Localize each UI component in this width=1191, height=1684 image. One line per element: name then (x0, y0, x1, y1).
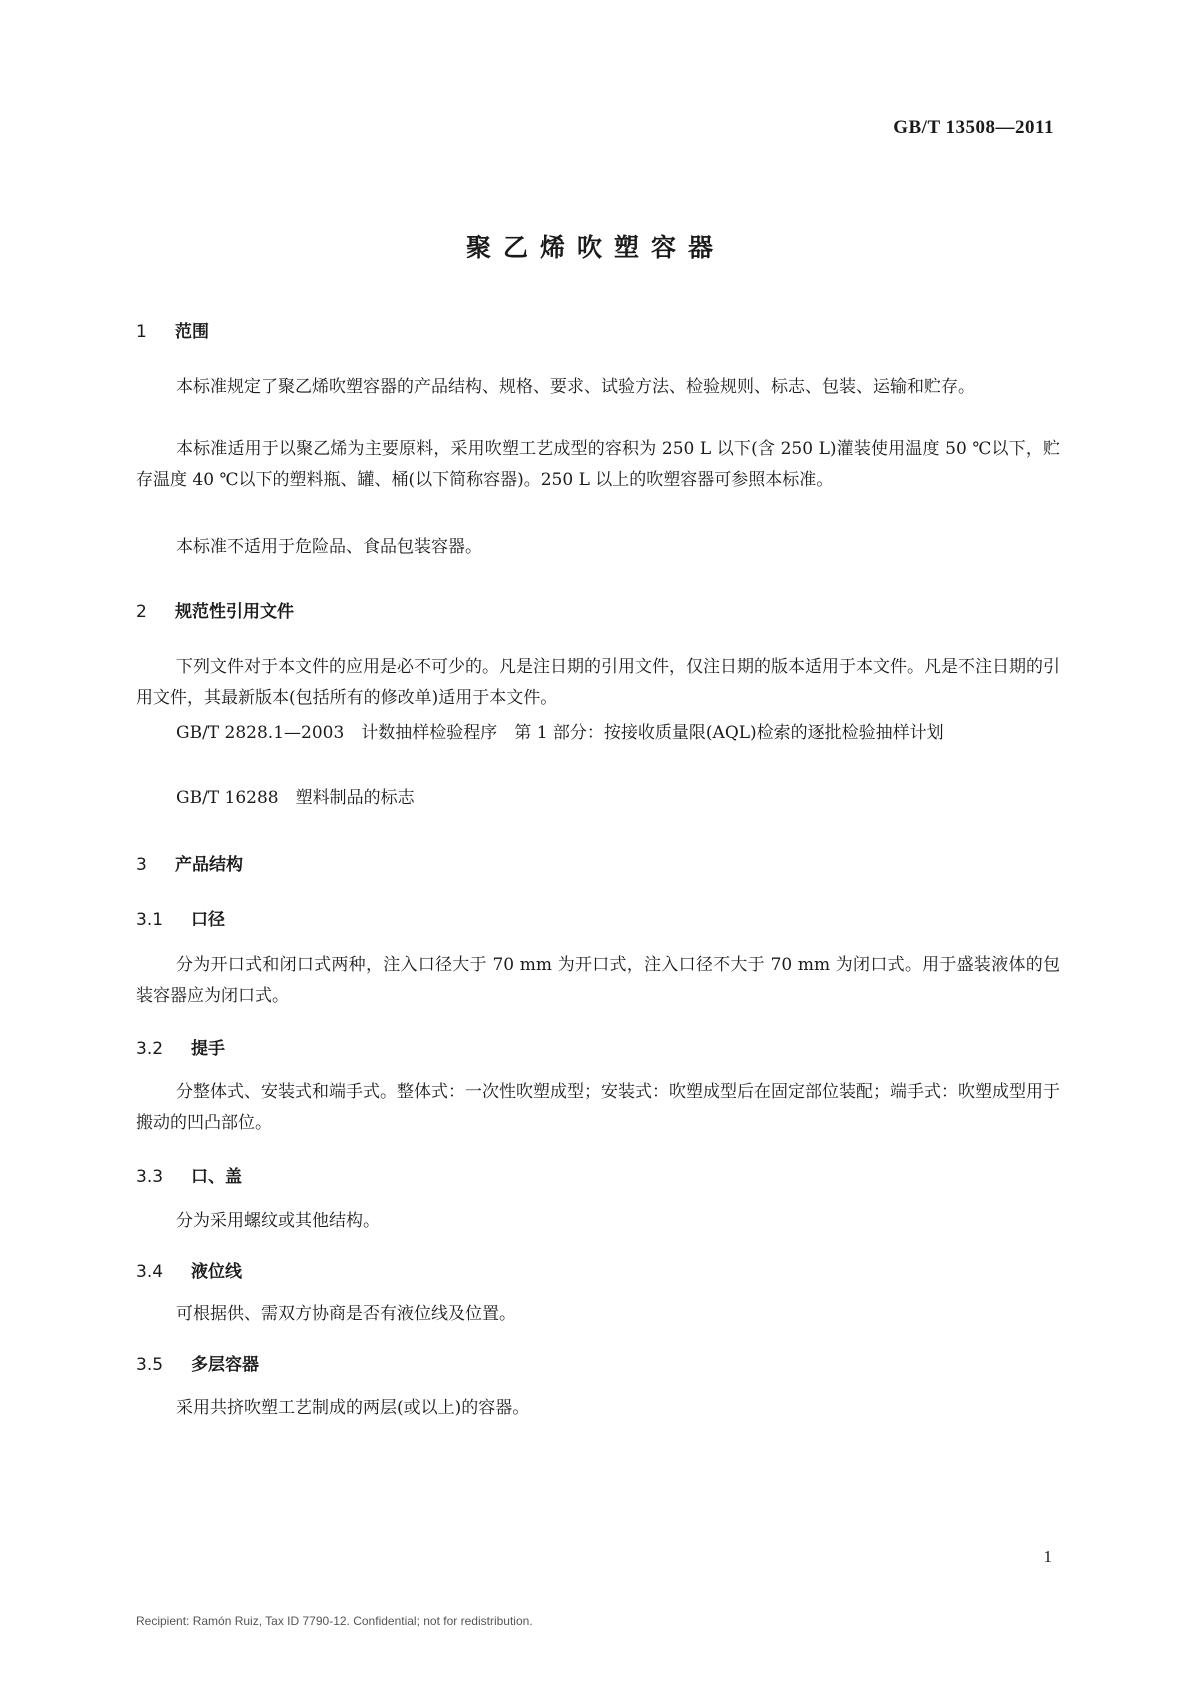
section-number: 3.4 (136, 1262, 164, 1282)
section-number: 2 (136, 602, 147, 622)
section-1-para-1: 本标准规定了聚乙烯吹塑容器的产品结构、规格、要求、试验方法、检验规则、标志、包装、运输和贮存。 (176, 377, 975, 397)
section-title: 规范性引用文件 (175, 602, 294, 622)
section-number: 1 (136, 322, 147, 342)
section-3-2-heading (136, 1034, 225, 1059)
section-title: 口径 (191, 910, 225, 930)
section-title: 口、盖 (191, 1167, 242, 1187)
section-3-5-heading (136, 1350, 259, 1375)
section-3-heading (136, 850, 243, 875)
section-title: 范围 (175, 322, 209, 342)
section-1-heading (136, 317, 209, 342)
document-title: 聚乙烯吹塑容器 (465, 233, 725, 262)
section-2-heading (136, 597, 294, 622)
section-title: 提手 (191, 1039, 225, 1059)
section-3-5-para: 采用共挤吹塑工艺制成的两层(或以上)的容器。 (176, 1398, 530, 1418)
section-3-4-heading (136, 1257, 242, 1282)
standard-number: GB/T 13508—2011 (893, 117, 1054, 138)
section-3-3-heading (136, 1162, 242, 1187)
section-1-para-2: 本标准适用于以聚乙烯为主要原料，采用吹塑工艺成型的容积为 250 L 以下(含 250 L)灌装使用温度 50 ℃以下，贮存温度 40 ℃以下的塑料瓶、罐、桶(以下简称容器)。250 L 以上的吹塑容器可参照本标准。 (136, 439, 1060, 490)
reference-gb-t-16288: GB/T 16288 塑料制品的标志 (176, 788, 415, 808)
page-number: 1 (1043, 1547, 1052, 1566)
section-number: 3.1 (136, 910, 164, 930)
section-number: 3 (136, 855, 147, 875)
section-3-1-heading (136, 905, 225, 930)
section-3-3-para: 分为采用螺纹或其他结构。 (176, 1211, 380, 1231)
footer-note: Recipient: Ramón Ruiz, Tax ID 7790-12. Confidential; not for redistribution. (136, 1614, 533, 1628)
section-1-para-3: 本标准不适用于危险品、食品包装容器。 (176, 537, 482, 557)
section-2-para-1: 下列文件对于本文件的应用是必不可少的。凡是注日期的引用文件，仅注日期的版本适用于本文件。凡是不注日期的引用文件，其最新版本(包括所有的修改单)适用于本文件。 (136, 657, 1060, 708)
section-title: 液位线 (191, 1262, 242, 1282)
section-title: 产品结构 (175, 855, 243, 875)
section-number: 3.3 (136, 1167, 164, 1187)
section-number: 3.5 (136, 1355, 164, 1375)
section-title: 多层容器 (191, 1355, 259, 1375)
section-3-1-para: 分为开口式和闭口式两种，注入口径大于 70 mm 为开口式，注入口径不大于 70 mm 为闭口式。用于盛装液体的包装容器应为闭口式。 (136, 955, 1060, 1006)
section-number: 3.2 (136, 1039, 164, 1059)
section-3-2-para: 分整体式、安装式和端手式。整体式：一次性吹塑成型；安装式：吹塑成型后在固定部位装配；端手式：吹塑成型用于搬动的凹凸部位。 (136, 1082, 1060, 1133)
reference-gb-t-2828-1: GB/T 2828.1—2003 计数抽样检验程序 第 1 部分：按接收质量限(AQL)检索的逐批检验抽样计划 (176, 723, 944, 743)
section-3-4-para: 可根据供、需双方协商是否有液位线及位置。 (176, 1304, 516, 1324)
